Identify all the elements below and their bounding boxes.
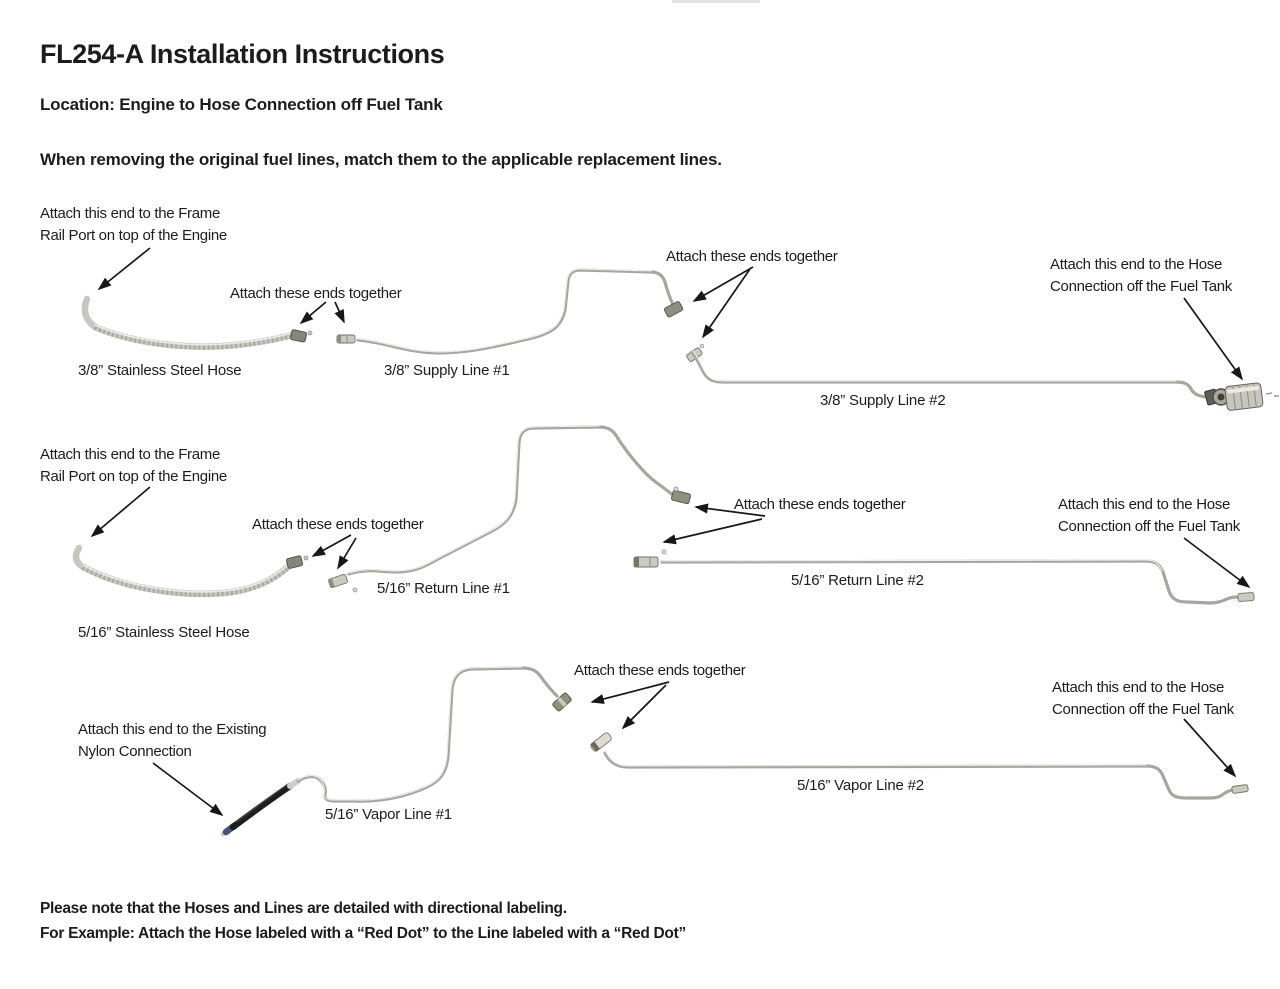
callout-hose-connection-supply	[1050, 254, 1232, 297]
scan-artifact	[672, 0, 760, 3]
part-label-return-hose: 5/16” Stainless Steel Hose	[78, 624, 250, 641]
callout-text: Attach this end to the Existing	[78, 721, 267, 738]
supply-line-2-drawing	[686, 344, 1279, 411]
part-label-return-line-1: 5/16” Return Line #1	[377, 580, 510, 597]
callout-text: Attach this end to the Hose	[1052, 679, 1225, 696]
return-hose-drawing	[76, 548, 308, 594]
callout-text: Attach this end to the Frame	[40, 446, 221, 463]
footer-line-2: For Example: Attach the Hose labeled with a “Red Dot” to the Line labeled with a “Red Dot”	[40, 924, 686, 942]
callout-hose-connection-return	[1058, 494, 1240, 537]
callout-attach-ends-return-right: Attach these ends together	[734, 496, 906, 513]
part-label-supply-line-2: 3/8” Supply Line #2	[820, 392, 946, 409]
callout-attach-ends-supply-left: Attach these ends together	[230, 285, 402, 302]
callout-attach-ends-vapor: Attach these ends together	[574, 662, 746, 679]
supply-hose-drawing	[85, 299, 312, 347]
footer-line-1: Please note that the Hoses and Lines are detailed with directional labeling.	[40, 900, 567, 917]
callout-frame-rail-supply	[40, 203, 227, 246]
callout-nylon-connection	[78, 719, 266, 762]
callout-text: Rail Port on top of the Engine	[40, 467, 227, 485]
location-line: Location: Engine to Hose Connection off Fuel Tank	[40, 95, 443, 114]
callout-text: Connection off the Fuel Tank	[1052, 700, 1235, 718]
callout-text: Attach this end to the Hose	[1058, 496, 1231, 513]
part-label-vapor-line-2: 5/16” Vapor Line #2	[797, 777, 924, 794]
footer-note	[40, 897, 686, 946]
callout-text: Attach this end to the Frame	[40, 205, 221, 222]
callout-attach-ends-supply-right: Attach these ends together	[666, 248, 838, 265]
return-line-2-drawing	[634, 550, 1254, 603]
part-label-vapor-line-1: 5/16” Vapor Line #1	[325, 806, 452, 823]
callout-text: Rail Port on top of the Engine	[40, 226, 227, 244]
callout-text: Attach this end to the Hose	[1050, 256, 1223, 273]
fuel-filter-drawing	[1204, 383, 1279, 411]
callout-text: Connection off the Fuel Tank	[1058, 517, 1241, 535]
callout-text: Connection off the Fuel Tank	[1050, 277, 1233, 295]
page-title: FL254-A Installation Instructions	[40, 39, 445, 69]
part-label-return-line-2: 5/16” Return Line #2	[791, 572, 924, 589]
callout-hose-connection-vapor	[1052, 677, 1234, 720]
instruction-line: When removing the original fuel lines, match them to the applicable replacement lines.	[40, 150, 722, 169]
supply-line-1-drawing	[337, 269, 683, 353]
part-label-supply-line-1: 3/8” Supply Line #1	[384, 362, 510, 379]
callout-attach-ends-return-left: Attach these ends together	[252, 516, 424, 533]
callout-frame-rail-return	[40, 444, 227, 487]
part-label-supply-hose: 3/8” Stainless Steel Hose	[78, 362, 242, 379]
callout-text: Nylon Connection	[78, 742, 192, 760]
